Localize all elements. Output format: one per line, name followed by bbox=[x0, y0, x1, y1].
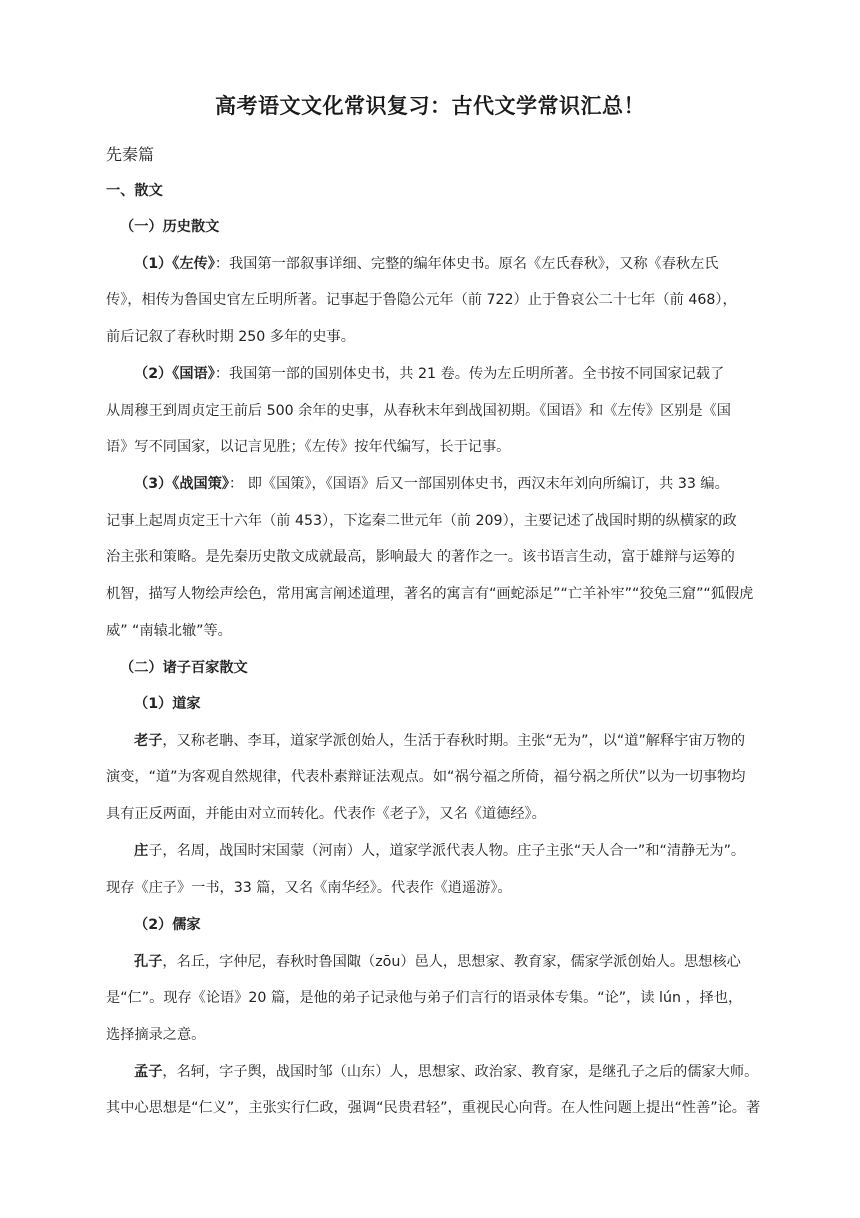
paragraph-zhanguoce-line1 bbox=[134, 477, 729, 491]
person-name-mengzi: 孟子 bbox=[134, 1064, 163, 1080]
heading-prose: 一、散文 bbox=[106, 183, 163, 199]
paragraph-zhanguoce-line3: 治主张和策略。是先秦历史散文成就最高，影响最大 的著作之一。该书语言生动，富于雄辩与运筹的 bbox=[106, 549, 735, 565]
paragraph-zhanguoce-line5: 威” “南辕北辙”等。 bbox=[106, 623, 232, 639]
paragraph-text: ，名轲，字子舆，战国时邹（山东）人，思想家、政治家、教育家，是继孔子之后的儒家大师。 bbox=[162, 1064, 759, 1080]
person-name-kongzi: 孔子 bbox=[134, 954, 163, 970]
paragraph-zhuangzi-line2: 现存《庄子》一书，33 篇，又名《南华经》。代表作《逍遥游》。 bbox=[106, 880, 512, 896]
page-title: 高考语文文化常识复习：古代文学常识汇总！ bbox=[215, 94, 645, 118]
section-heading: 先秦篇 bbox=[106, 145, 155, 164]
heading-confucianism: （2）儒家 bbox=[134, 917, 201, 933]
paragraph-guoyu-line1 bbox=[134, 367, 724, 381]
paragraph-laozi-line3: 具有正反两面，并能由对立而转化。代表作《老子》，又名《道德经》。 bbox=[106, 806, 546, 822]
heading-history-prose: （一）历史散文 bbox=[120, 219, 220, 235]
book-title-zuozhuan: 《左传》 bbox=[172, 256, 215, 272]
person-name-laozi: 老子 bbox=[134, 733, 163, 749]
item-number: （1） bbox=[134, 256, 173, 272]
person-name-zhuangzi: 庄 bbox=[134, 843, 149, 859]
item-number: （2） bbox=[134, 366, 173, 382]
paragraph-guoyu-line3: 语》写不同国家，以记言见胜；《左传》按年代编写，长于记事。 bbox=[106, 439, 511, 455]
paragraph-kongzi-line1 bbox=[134, 955, 741, 969]
paragraph-zhanguoce-line2: 记事上起周贞定王十六年（前 453），下迄秦二世元年（前 209），主要记述了战国时期的纵横家的政 bbox=[106, 513, 737, 529]
paragraph-text: ，又称老聃、李耳，道家学派创始人，生活于春秋时期。主张“无为”，以“道”解释宇宙万物的 bbox=[162, 733, 746, 749]
paragraph-zhuangzi-line1 bbox=[134, 844, 745, 858]
paragraph-zuozhuan-line3: 前后记叙了春秋时期 250 多年的史事。 bbox=[106, 329, 355, 345]
paragraph-zuozhuan-line2: 传》，相传为鲁国史官左丘明所著。记事起于鲁隐公元年（前 722）止于鲁哀公二十七年（前 468）， bbox=[106, 292, 737, 308]
paragraph-mengzi-line1 bbox=[134, 1065, 758, 1079]
paragraph-zuozhuan-line1 bbox=[134, 257, 718, 271]
paragraph-kongzi-line2: 是“仁”。现存《论语》20 篇，是他的弟子记录他与弟子们言行的语录体专集。“论”，读 lún ，择也， bbox=[106, 990, 743, 1006]
paragraph-laozi-line2: 演变，“道”为客观自然规律，代表朴素辩证法观点。如“祸兮福之所倚，福兮祸之所伏”以为一切事物均 bbox=[106, 769, 746, 785]
heading-hundred-schools: （二）诸子百家散文 bbox=[120, 660, 248, 676]
paragraph-text: ： 即《国策》，《国语》后又一部国别体史书，西汉末年刘向所编订，共 33 编。 bbox=[229, 476, 729, 492]
paragraph-zhanguoce-line4: 机智，描写人物绘声绘色，常用寓言阐述道理，著名的寓言有“画蛇添足”“亡羊补牢”“狡兔三窟”“狐假虎 bbox=[106, 586, 754, 602]
paragraph-text: ，名丘，字仲尼，春秋时鲁国陬（zōu）邑人，思想家、教育家，儒家学派创始人。思想核心 bbox=[162, 954, 741, 970]
paragraph-text: 子，名周，战国时宋国蒙（河南）人，道家学派代表人物。庄子主张“天人合一”和“清静无为”。 bbox=[148, 843, 746, 859]
paragraph-text: ：我国第一部的国别体史书，共 21 卷。传为左丘明所著。全书按不同国家记载了 bbox=[214, 366, 725, 382]
item-number: （3） bbox=[134, 476, 173, 492]
paragraph-text: ：我国第一部叙事详细、完整的编年体史书。原名《左氏春秋》，又称《春秋左氏 bbox=[214, 256, 719, 272]
paragraph-laozi-line1 bbox=[134, 734, 745, 748]
book-title-zhanguoce: 《战国策》 bbox=[172, 476, 229, 492]
paragraph-kongzi-line3: 选择摘录之意。 bbox=[106, 1027, 206, 1043]
paragraph-mengzi-line2: 其中心思想是“仁义”，主张实行仁政，强调“民贵君轻”，重视民心向背。在人性问题上提出“性善”论。著 bbox=[106, 1100, 761, 1116]
book-title-guoyu: 《国语》 bbox=[172, 366, 215, 382]
heading-daoism: （1）道家 bbox=[134, 696, 201, 712]
paragraph-guoyu-line2: 从周穆王到周贞定王前后 500 余年的史事，从春秋末年到战国初期。《国语》和《左传》区别是《国 bbox=[106, 403, 731, 419]
